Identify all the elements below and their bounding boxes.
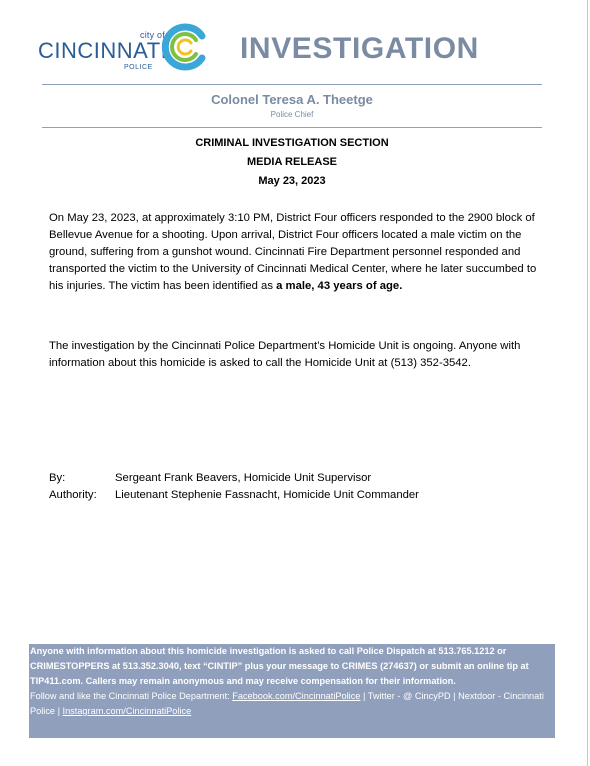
credit-by-row bbox=[49, 470, 419, 487]
cincinnati-police-logo bbox=[38, 22, 208, 76]
release-date: May 23, 2023 bbox=[258, 175, 326, 187]
body-paragraph-2: The investigation by the Cincinnati Police Department’s Homicide Unit is ongoing. Anyone with information about this homicide is asked to call the Homicide Unit at (513) 352-3542. bbox=[49, 340, 521, 369]
paragraph-1-text: On May 23, 2023, at approximately 3:10 PM, District Four officers responded to the 2900 block of Bellevue Avenue for a shooting. Upon arrival, District Four officers located a male victim on the ground, suffering from a gunshot wound. Cincinnati Fire Department personnel responded and transported the victim to the University of Cincinnati Medical Center, where he later succumbed to his injuries. The victim has been identified as bbox=[49, 212, 537, 292]
footer-tip-text: Anyone with information about this homicide investigation is asked to call Police Dispatch at 513.765.1212 or CRIMESTOPPERS at 513.352.3040, text “CINTIP” plus your message to CRIMES (274637) or submit an online tip at TIP411.com. Callers may remain anonymous and may receive compensation for their information. bbox=[30, 646, 529, 686]
victim-description: a male, 43 years of age. bbox=[276, 280, 403, 292]
logo-police: POLICE bbox=[124, 64, 153, 71]
logo-city-name: CINCINNATI bbox=[38, 38, 168, 63]
section-heading: CRIMINAL INVESTIGATION SECTION bbox=[195, 137, 389, 149]
footer-social-text: | Twitter - @ CincyPD | Nextdoor - Cincinnati Police | bbox=[30, 691, 544, 716]
credit-by-value: Sergeant Frank Beavers, Homicide Unit Supervisor bbox=[115, 472, 372, 484]
credit-by-label: By: bbox=[49, 472, 66, 484]
c-logo-icon bbox=[158, 22, 208, 72]
release-type: MEDIA RELEASE bbox=[246, 156, 338, 168]
credits-block bbox=[49, 470, 419, 504]
logo-city-of: city of bbox=[140, 30, 165, 40]
header-divider-top bbox=[42, 84, 542, 85]
chief-name: Colonel Teresa A. Theetge bbox=[211, 92, 373, 107]
chief-title: Police Chief bbox=[270, 110, 314, 119]
tip-footer bbox=[29, 644, 555, 738]
page-title: INVESTIGATION bbox=[240, 32, 479, 65]
footer-follow-text: Follow and like the Cincinnati Police Department: bbox=[30, 691, 233, 701]
credit-authority-value: Lieutenant Stephenie Fassnacht, Homicide Unit Commander bbox=[115, 489, 419, 501]
credit-authority-label: Authority: bbox=[49, 489, 97, 501]
header-divider-bottom bbox=[42, 127, 542, 128]
body-paragraph-1 bbox=[49, 210, 549, 295]
facebook-link[interactable]: Facebook.com/CincinnatiPolice bbox=[232, 691, 361, 701]
credit-authority-row bbox=[49, 487, 419, 504]
instagram-link[interactable]: Instagram.com/CincinnatiPolice bbox=[62, 706, 192, 716]
